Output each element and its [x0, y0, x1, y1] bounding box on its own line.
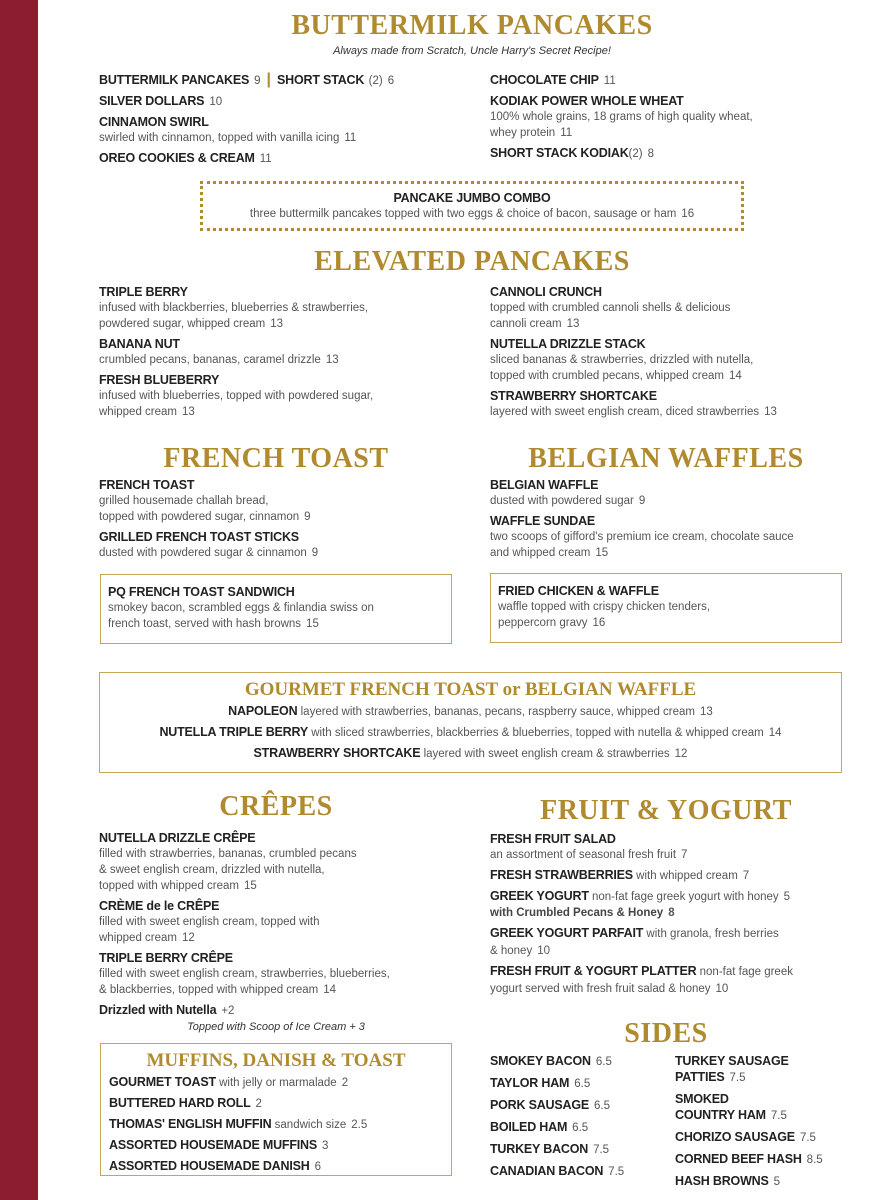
gourmet-box	[99, 672, 842, 773]
item-description	[99, 493, 459, 525]
item-price: 9	[254, 75, 261, 87]
item-description-text: dusted with powdered sugar & cinnamon	[99, 547, 307, 559]
menu-item	[99, 898, 459, 946]
item-price: 6	[314, 1161, 321, 1173]
menu-item	[100, 724, 841, 741]
menu-item	[109, 1095, 451, 1112]
item-name: BOILED HAM	[490, 1120, 568, 1134]
item-price: 11	[344, 132, 357, 144]
item-price: 12	[181, 932, 195, 944]
item-description-text: filled with sweet english cream, strawberries, blueberries, & blackberries, topped with whipped cream	[99, 968, 390, 996]
item-name: FRIED CHICKEN & WAFFLE	[498, 584, 659, 598]
item-description	[99, 352, 479, 368]
item-name: ASSORTED HOUSEMADE MUFFINS	[109, 1138, 318, 1152]
item-price: 15	[244, 880, 257, 892]
item-description-text: infused with blueberries, topped with powdered sugar, whipped cream	[99, 390, 374, 418]
item-price: 6.5	[572, 1122, 589, 1134]
item-description-text: 100% whole grains, 18 grams of high quality wheat, whey protein	[490, 111, 753, 139]
item-description	[490, 300, 860, 332]
separator: |	[266, 71, 272, 88]
item-name: NUTELLA DRIZZLE CRÊPE	[99, 831, 256, 845]
menu-item	[490, 831, 850, 863]
item-price: 9	[638, 495, 646, 507]
item-name: GOURMET TOAST	[109, 1075, 216, 1089]
left-red-band	[0, 0, 38, 1200]
item-price: 7	[681, 849, 688, 861]
item-description	[99, 914, 459, 946]
item-name: CORNED BEEF HASH	[675, 1152, 802, 1166]
item-description-text: filled with sweet english cream, topped with whipped cream	[99, 916, 320, 944]
item-price: 8.5	[806, 1154, 823, 1166]
item-price: 14	[768, 727, 782, 739]
menu-item	[100, 745, 841, 762]
section-title-buttermilk: BUTTERMILK PANCAKES	[291, 10, 653, 41]
menu-item	[490, 888, 850, 921]
menu-item	[490, 93, 840, 141]
item-note: sandwich size	[271, 1119, 347, 1131]
item-price: 11	[259, 153, 272, 165]
item-name: BUTTERMILK PANCAKES	[99, 73, 250, 87]
item-name: TURKEY SAUSAGE PATTIES	[675, 1054, 789, 1084]
menu-item	[99, 529, 459, 561]
item-price: 5	[773, 1176, 781, 1188]
item-name: STRAWBERRY SHORTCAKE	[253, 746, 421, 760]
menu-item	[490, 477, 860, 509]
item-name: TURKEY BACON	[490, 1142, 589, 1156]
item-name: NUTELLA TRIPLE BERRY	[159, 725, 308, 739]
item-name: CHORIZO SAUSAGE	[675, 1130, 795, 1144]
item-description-text: dusted with powdered sugar	[490, 495, 634, 507]
item-price: 7	[742, 870, 750, 882]
item-price: 13	[181, 406, 195, 418]
item-price: 6	[387, 75, 395, 87]
menu-item	[675, 1091, 855, 1124]
menu-item	[490, 1163, 670, 1180]
item-description-text: topped with crumbled cannoli shells & delicious cannoli cream	[490, 302, 731, 330]
item-name: SILVER DOLLARS	[99, 94, 205, 108]
buttermilk-subtitle: Always made from Scratch, Uncle Harry's Secret Recipe!	[333, 45, 611, 57]
item-description	[99, 300, 479, 332]
item-name: TRIPLE BERRY CRÊPE	[99, 951, 233, 965]
item-name: SMOKEY BACON	[490, 1054, 591, 1068]
item-description	[99, 966, 459, 998]
item-description	[99, 846, 459, 894]
item-note: with granola, fresh berries & honey	[490, 928, 779, 957]
menu-item	[490, 1075, 670, 1092]
menu-item	[490, 1053, 670, 1070]
item-name: STRAWBERRY SHORTCAKE	[490, 389, 657, 403]
jumbo-combo-box	[200, 181, 744, 231]
menu-item	[109, 1074, 451, 1091]
menu-item	[99, 477, 459, 525]
ice-cream-note: Topped with Scoop of Ice Cream + 3	[187, 1021, 365, 1033]
menu-item	[490, 336, 860, 384]
item-price: 16	[681, 208, 695, 220]
item-name: THOMAS' ENGLISH MUFFIN	[109, 1117, 272, 1131]
item-name: BELGIAN WAFFLE	[490, 478, 599, 492]
item-name: GREEK YOGURT	[490, 889, 589, 903]
item-note: with jelly or marmalade	[215, 1077, 337, 1089]
item-price: 9	[304, 511, 311, 523]
item-description-text: three buttermilk pancakes topped with two eggs & choice of bacon, sausage or ham	[249, 208, 677, 220]
item-price: 13	[566, 318, 580, 330]
muffins-box	[100, 1043, 452, 1176]
menu-item	[99, 372, 479, 420]
item-price: 15	[595, 547, 609, 559]
item-note: non-fat fage greek yogurt with honey	[588, 891, 779, 903]
menu-item	[675, 1053, 855, 1086]
item-description	[498, 599, 841, 631]
item-name: PANCAKE JUMBO COMBO	[393, 191, 551, 205]
item-description	[99, 130, 469, 146]
item-description-text: crumbled pecans, bananas, caramel drizzle	[99, 354, 321, 366]
item-name: SMOKED COUNTRY HAM	[675, 1092, 766, 1122]
item-price: 6.5	[574, 1078, 591, 1090]
item-name: SHORT STACK KODIAK	[490, 146, 629, 160]
item-note: (2)	[368, 75, 383, 87]
item-option-price: 8	[668, 907, 675, 919]
item-description	[490, 109, 840, 141]
menu-item	[109, 1116, 451, 1133]
item-description-text: an assortment of seasonal fresh fruit	[490, 849, 677, 861]
item-note: non-fat fage greek yogurt served with fresh fruit salad & honey	[490, 966, 793, 995]
item-name: CRÈME de le CRÊPE	[99, 899, 220, 913]
menu-item	[99, 830, 459, 894]
item-price: 13	[700, 706, 713, 718]
menu-item	[490, 1097, 670, 1114]
item-description-text: two scoops of gifford's premium ice cream, chocolate sauce and whipped cream	[490, 531, 794, 559]
menu-item	[99, 1002, 459, 1019]
item-description	[490, 404, 860, 420]
item-description	[203, 206, 741, 222]
menu-item	[99, 336, 479, 368]
pq-sandwich-box	[100, 574, 452, 644]
menu-item	[675, 1151, 855, 1168]
item-description-text: filled with strawberries, bananas, crumbled pecans & sweet english cream, drizzled with nutella, topped with whipped cream	[99, 848, 357, 892]
item-price: 13	[764, 406, 777, 418]
menu-item	[203, 190, 741, 222]
item-name: FRESH FRUIT SALAD	[490, 832, 616, 846]
section-title-gourmet: GOURMET FRENCH TOAST or BELGIAN WAFFLE	[244, 679, 697, 700]
item-option-text: with Crumbled Pecans & Honey	[490, 907, 664, 919]
item-price: 14	[728, 370, 742, 382]
item-name: HASH BROWNS	[675, 1174, 769, 1188]
item-name: CANNOLI CRUNCH	[490, 285, 602, 299]
item-note: layered with sweet english cream & strawberries	[420, 748, 670, 760]
menu-item	[490, 513, 860, 561]
menu-item	[99, 72, 469, 89]
item-price: 7.5	[729, 1072, 746, 1084]
item-description	[490, 493, 860, 509]
menu-item	[490, 72, 840, 89]
item-price: 16	[592, 617, 606, 629]
item-price: 15	[306, 618, 319, 630]
menu-item	[490, 867, 850, 884]
section-title-elevated: ELEVATED PANCAKES	[314, 246, 630, 277]
section-title-french-toast: FRENCH TOAST	[163, 443, 389, 474]
item-price: 6.5	[594, 1100, 611, 1112]
item-name: FRESH FRUIT & YOGURT PLATTER	[490, 964, 697, 978]
item-note: with sliced strawberries, blackberries & blueberries, topped with nutella & whipped cream	[308, 727, 764, 739]
item-note: (2)	[628, 148, 643, 160]
item-description	[99, 545, 459, 561]
item-name: BANANA NUT	[99, 337, 180, 351]
item-description-text: swirled with cinnamon, topped with vanilla icing	[99, 132, 340, 144]
item-option	[490, 905, 850, 921]
section-title-muffins: MUFFINS, DANISH & TOAST	[146, 1050, 406, 1071]
menu-item	[109, 1137, 451, 1154]
item-price: 11	[603, 75, 616, 87]
item-price: +2	[221, 1005, 235, 1017]
item-name: FRENCH TOAST	[99, 478, 195, 492]
item-description	[490, 352, 860, 384]
item-name: CHOCOLATE CHIP	[490, 73, 599, 87]
item-description-text: grilled housemade challah bread, topped with powdered sugar, cinnamon	[99, 495, 300, 523]
item-description	[99, 388, 479, 420]
item-price: 2	[255, 1098, 262, 1110]
item-note: with whipped cream	[632, 870, 738, 882]
item-price: 8	[647, 148, 654, 160]
item-price: 10	[537, 945, 550, 957]
item-price: 7.5	[799, 1132, 816, 1144]
item-name: TAYLOR HAM	[490, 1076, 570, 1090]
item-price: 13	[270, 318, 284, 330]
item-price: 14	[323, 984, 337, 996]
item-name: SHORT STACK	[277, 73, 365, 87]
item-name: Drizzled with Nutella	[99, 1003, 217, 1017]
item-note: layered with strawberries, bananas, pecans, raspberry sauce, whipped cream	[297, 706, 696, 718]
item-name: NUTELLA DRIZZLE STACK	[490, 337, 646, 351]
section-title-fruit-yogurt: FRUIT & YOGURT	[540, 795, 792, 826]
menu-item	[99, 114, 469, 146]
item-description-text: smokey bacon, scrambled eggs & finlandia swiss on french toast, served with hash browns	[108, 602, 374, 630]
item-name: PQ FRENCH TOAST SANDWICH	[108, 585, 295, 599]
item-name: KODIAK POWER WHOLE WHEAT	[490, 94, 684, 108]
item-description-text: sliced bananas & strawberries, drizzled with nutella, topped with crumbled pecans, whipped cream	[490, 354, 754, 382]
menu-item	[100, 703, 841, 720]
item-description	[490, 847, 850, 863]
menu-item	[490, 963, 850, 997]
item-price: 5	[783, 891, 791, 903]
item-name: FRESH STRAWBERRIES	[490, 868, 633, 882]
item-name: ASSORTED HOUSEMADE DANISH	[109, 1159, 310, 1173]
menu-item	[490, 145, 840, 162]
item-price: 2	[341, 1077, 349, 1089]
item-name: GRILLED FRENCH TOAST STICKS	[99, 530, 299, 544]
item-name: BUTTERED HARD ROLL	[109, 1096, 251, 1110]
item-name: CANADIAN BACON	[490, 1164, 604, 1178]
section-title-crepes: CRÊPES	[219, 791, 333, 822]
fried-chicken-box	[490, 573, 842, 643]
menu-item	[99, 150, 469, 167]
menu-item	[99, 93, 469, 110]
item-price: 2.5	[351, 1119, 368, 1131]
item-description-text: infused with blackberries, blueberries & strawberries, powdered sugar, whipped cream	[99, 302, 369, 330]
menu-item	[498, 583, 841, 631]
menu-item	[99, 284, 479, 332]
menu-item	[99, 950, 459, 998]
section-title-sides: SIDES	[624, 1018, 708, 1049]
item-name: PORK SAUSAGE	[490, 1098, 590, 1112]
menu-item	[490, 1141, 670, 1158]
item-name: TRIPLE BERRY	[99, 285, 188, 299]
item-price: 7.5	[593, 1144, 610, 1156]
item-description	[490, 529, 860, 561]
section-title-belgian-waffles: BELGIAN WAFFLES	[528, 443, 804, 474]
menu-item	[675, 1173, 855, 1190]
item-description-text: layered with sweet english cream, diced strawberries	[490, 406, 760, 418]
menu-item	[108, 584, 451, 632]
item-name: FRESH BLUEBERRY	[99, 373, 220, 387]
item-name: NAPOLEON	[228, 704, 298, 718]
item-price: 7.5	[608, 1166, 625, 1178]
menu-item	[675, 1129, 855, 1146]
item-price: 6.5	[595, 1056, 612, 1068]
item-price: 9	[311, 547, 319, 559]
menu-item	[490, 1119, 670, 1136]
item-price: 10	[209, 96, 223, 108]
item-price: 12	[674, 748, 688, 760]
menu-item	[490, 925, 850, 959]
item-description-text: waffle topped with crispy chicken tenders, peppercorn gravy	[498, 601, 711, 629]
item-price: 3	[322, 1140, 329, 1152]
item-name: CINNAMON SWIRL	[99, 115, 209, 129]
item-name: WAFFLE SUNDAE	[490, 514, 596, 528]
item-price: 7.5	[770, 1110, 787, 1122]
item-price: 11	[560, 127, 573, 139]
item-name: GREEK YOGURT PARFAIT	[490, 926, 644, 940]
item-description	[108, 600, 451, 632]
item-price: 10	[715, 983, 729, 995]
item-name: OREO COOKIES & CREAM	[99, 151, 255, 165]
menu-item	[490, 284, 860, 332]
item-price: 13	[325, 354, 339, 366]
menu-item	[109, 1158, 451, 1175]
menu-item	[490, 388, 860, 420]
